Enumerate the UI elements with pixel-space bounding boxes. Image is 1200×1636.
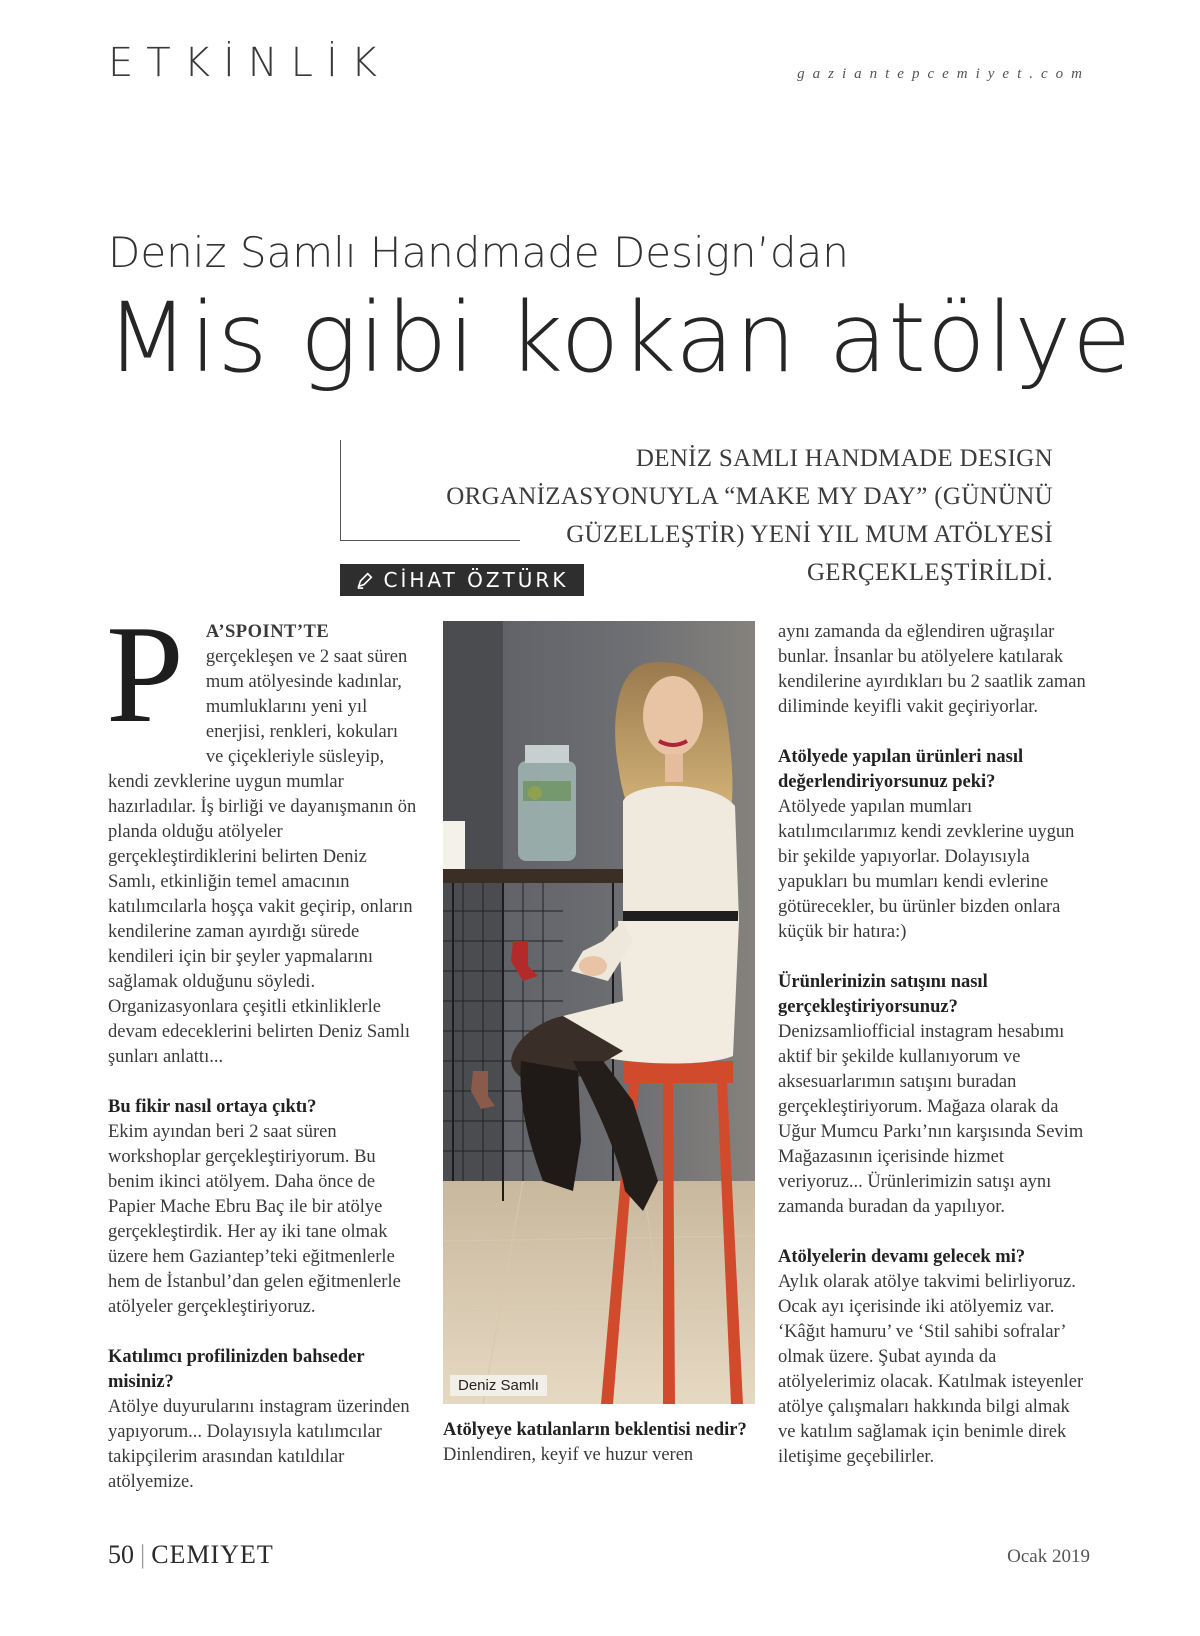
- question-heading: Atölyeye katılanların beklentisi nedir?: [443, 1420, 747, 1440]
- footer-page-info: [108, 1540, 274, 1570]
- question-heading: Katılımcı profilinizden bahseder misiniz?: [108, 1347, 365, 1392]
- intro-paragraph: [106, 597, 418, 1070]
- answer-paragraph: Atölyede yapılan mumları katılımcılarımız kendi zevklerine uygun bir şekilde yapıyorlar. Dolayısıyla yapukları bu mumları kendi evlerine götürecekler, bu ürünler bizden onlara küçük bir hatıra:): [778, 797, 1075, 942]
- answer-paragraph: Dinlendiren, keyif ve huzur veren: [443, 1445, 694, 1465]
- footer-separator: |: [140, 1540, 146, 1569]
- author-name: CİHAT ÖZTÜRK: [383, 568, 569, 592]
- column-3: [778, 620, 1090, 1495]
- intro-text: gerçekleşen ve 2 saat süren mum atölyesinde kadınlar, mumluklarını yeni yıl enerjisi, renkleri, kokuları ve çiçekleriyle süsleyip, kendi zevklerine uygun mumlar hazırladılar. İş birliği ve dayanışmanın ön planda olduğu atölyeler gerçekleştirdiklerini belirten Deniz Samlı, etkinliğin temel amacının katılımcılarla hoşça vakit geçirip, onların kendilerine zaman ayırdığı sürede kendileri için bir şeyler yapmalarını sağlamak olduğunu söyledi. Organizasyonlara çeşitli etkinliklerle devam edeceklerini belirten Deniz Samlı şunları anlattı...: [108, 647, 417, 1067]
- question-heading: Ürünlerinizin satışını nasıl gerçekleştiriyorsunuz?: [778, 972, 988, 1017]
- page-number: 50: [108, 1540, 134, 1569]
- lead-divider-horizontal: [340, 540, 520, 541]
- answer-paragraph: Denizsamliofficial instagram hesabımı aktif bir şekilde kullanıyorum ve aksesuarlarımın satışını buradan gerçekleştiriyorum. Mağaza olarak da Uğur Mumcu Parkı’nın karşısında Sevim Mağazasının içerisinde hizmet veriyoruz... Ürünlerimizin satışı aynı zamanda buradan da yapılıyor.: [778, 1022, 1084, 1217]
- lead-text: DENİZ SAMLI HANDMADE DESIGN ORGANİZASYONUYLA “MAKE MY DAY” (GÜNÜNÜ GÜZELLEŞTİR) YENİ YIL MUM ATÖLYESİ GERÇEKLEŞTİRİLDİ.: [446, 445, 1053, 586]
- question-heading: Atölyede yapılan ürünleri nasıl değerlendiriyorsunuz peki?: [778, 747, 1024, 792]
- answer-paragraph: Atölye duyurularını instagram üzerinden yapıyorum... Dolayısıyla katılımcılar takipçilerim arasından katıldılar atölyemize.: [108, 1397, 410, 1492]
- lead-divider-vertical: [340, 440, 341, 540]
- article-subtitle: Deniz Samlı Handmade Design’dan: [108, 228, 849, 277]
- section-label: ETKİNLİK: [108, 40, 390, 86]
- photo-illustration: [443, 621, 755, 1404]
- photo-caption: Deniz Samlı: [450, 1375, 547, 1396]
- article-photo: [443, 621, 755, 1404]
- website-url: gaziantepcemiyet.com: [797, 66, 1090, 82]
- intro-lead-word: A’SPOINT’TE: [205, 622, 330, 642]
- article-title: Mis gibi kokan atölye: [106, 282, 1133, 394]
- pen-icon: [356, 571, 374, 589]
- question-heading: Bu fikir nasıl ortaya çıktı?: [108, 1097, 317, 1117]
- answer-paragraph: Ekim ayından beri 2 saat süren workshoplar gerçekleştiriyorum. Bu benim ikinci atölyem. Daha önce de Papier Mache Ebru Baç ile bir atölye gerçekleştirdik. Her ay iki tane olmak üzere hem Gaziantep’teki eğitmenlerle hem de İstanbul’dan gelen eğitmenlerle atölyeler gerçekleştiriyoruz.: [108, 1122, 401, 1317]
- column-1: [106, 597, 418, 1520]
- column-2: [443, 1418, 755, 1493]
- issue-date: Ocak 2019: [1007, 1546, 1090, 1567]
- author-badge: [340, 564, 584, 596]
- magazine-name: CEMIYET: [151, 1540, 274, 1569]
- answer-paragraph: Aylık olarak atölye takvimi belirliyoruz. Ocak ayı içerisinde iki atölyemiz var. ‘Kâğıt hamuru’ ve ‘Stil sahibi sofralar’ olmak üzere. Şubat ayında da atölyelerimiz olacak. Katılmak isteyenler atölye çalışmaları hakkında bilgi almak ve katılım sağlamak için benimle direk iletişime geçebilirler.: [778, 1272, 1084, 1467]
- answer-paragraph: aynı zamanda da eğlendiren uğraşılar bunlar. İnsanlar bu atölyelere katılarak kendilerine ayırdıkları bu 2 saatlik zaman diliminde keyifli vakit geçiriyorlar.: [778, 622, 1086, 717]
- question-heading: Atölyelerin devamı gelecek mi?: [778, 1247, 1026, 1267]
- dropcap: P: [106, 597, 184, 752]
